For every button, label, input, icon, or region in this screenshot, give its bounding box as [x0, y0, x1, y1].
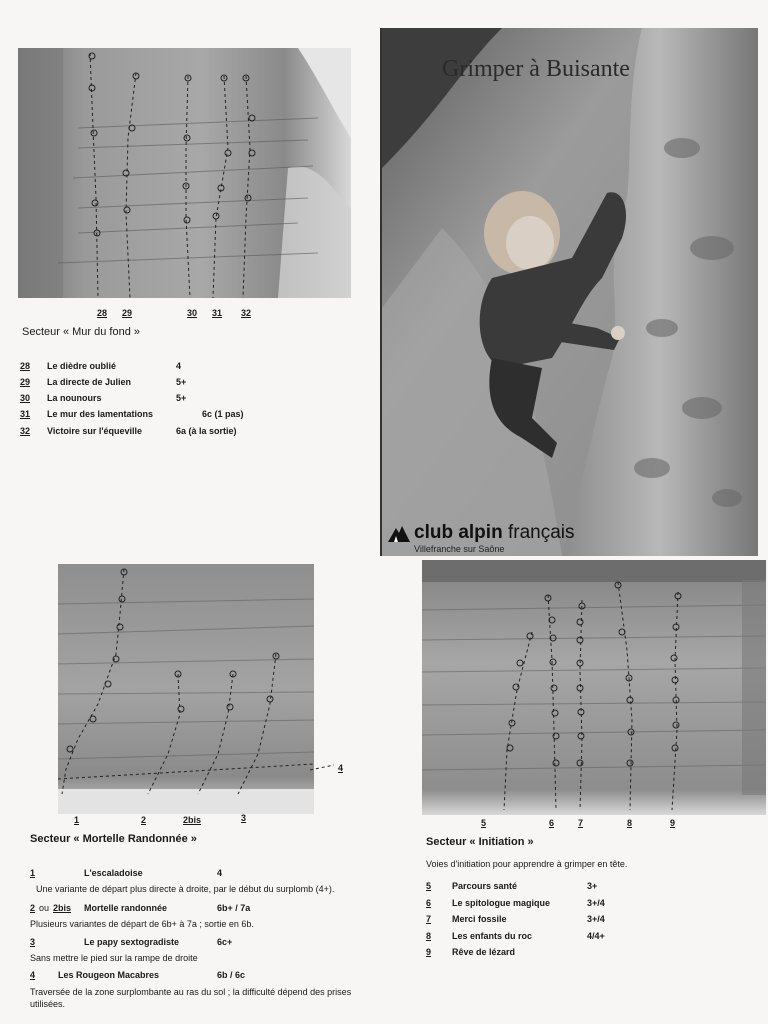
mountain-logo-icon [388, 524, 410, 542]
route-number: 30 [20, 393, 31, 403]
mur-du-fond-photo [18, 48, 351, 298]
logo-brand-light: français [507, 522, 575, 543]
route-grade: 5+ [176, 377, 187, 387]
photo-label: 9 [670, 818, 676, 828]
photo-label: 2 [141, 815, 147, 825]
route-name: La directe de Julien [47, 377, 132, 387]
route-grade: 3+/4 [587, 914, 605, 924]
route-name: Les Rougeon Macabres [58, 970, 160, 980]
route-4-extension-line [310, 764, 334, 772]
photo-label: 2bis [183, 815, 202, 825]
route-name: Le dièdre oublié [47, 361, 117, 371]
route-number: 6 [426, 898, 432, 908]
mur-du-fond-title: Secteur « Mur du fond » [22, 326, 141, 338]
route-name: Merci fossile [452, 914, 507, 924]
cover-title: Grimper à Buisante [442, 56, 630, 82]
route-number: 5 [426, 881, 432, 891]
photo-label: 8 [627, 818, 633, 828]
route-number: 4 [30, 970, 36, 980]
route-number: 8 [426, 931, 432, 941]
photo-label: 31 [212, 308, 223, 318]
route-grade: 6a (à la sortie) [176, 426, 237, 436]
photo-label: 28 [97, 308, 108, 318]
photo-label: 29 [122, 308, 133, 318]
route-grade: 3+/4 [587, 898, 605, 908]
initiation-intro: Voies d'initiation pour apprendre à grimper en tête. [426, 859, 628, 869]
route-grade: 6c+ [217, 937, 233, 947]
route-grade: 4 [217, 868, 223, 878]
route-name: La nounours [47, 393, 102, 403]
route-number: 7 [426, 914, 432, 924]
route-grade: 4 [176, 361, 182, 371]
photo-label: 30 [187, 308, 198, 318]
route-number: 32 [20, 426, 31, 436]
club-alpin-logo [388, 522, 598, 556]
initiation-photo [422, 560, 766, 815]
route-name: Mortelle randonnée [84, 903, 168, 913]
route-description: Traversée de la zone surplombante au ras du sol ; la difficulté dépend des prises utilisées. [30, 987, 352, 1009]
route-description: Sans mettre le pied sur la rampe de droite [30, 953, 198, 963]
route-grade: 3+ [587, 881, 598, 891]
route-name: L'escaladoise [84, 868, 143, 878]
photo-label: 4 [338, 763, 344, 773]
photo-label: 7 [578, 818, 584, 828]
route-number-variant: 2bis [53, 903, 72, 913]
route-description: Une variante de départ plus directe à droite, par le début du surplomb (4+). [36, 884, 335, 894]
route-grade: 6b / 6c [217, 970, 246, 980]
route-number: 31 [20, 409, 31, 419]
mortelle-photo [58, 564, 314, 814]
route-name: Le mur des lamentations [47, 409, 154, 419]
route-name: Le spitologue magique [452, 898, 551, 908]
route-grade: 6b+ / 7a [217, 903, 251, 913]
photo-label: 6 [549, 818, 555, 828]
route-number: 2 [30, 903, 36, 913]
initiation-title: Secteur « Initiation » [426, 836, 534, 848]
route-number: 28 [20, 361, 31, 371]
route-grade: 6c (1 pas) [202, 409, 244, 419]
photo-label: 32 [241, 308, 252, 318]
photo-label: 5 [481, 818, 487, 828]
photo-label: 1 [74, 815, 80, 825]
route-name: Les enfants du roc [452, 931, 533, 941]
route-joiner: ou [39, 903, 50, 913]
route-name: Parcours santé [452, 881, 518, 891]
route-name: Rêve de lézard [452, 947, 516, 957]
route-number: 3 [30, 937, 36, 947]
mortelle-title: Secteur « Mortelle Randonnée » [30, 833, 197, 845]
logo-city: Villefranche sur Saône [414, 544, 505, 554]
route-number: 29 [20, 377, 31, 387]
route-number: 1 [30, 868, 36, 878]
photo-label: 3 [241, 813, 247, 823]
logo-brand [414, 522, 575, 544]
route-name: Le papy sextogradiste [84, 937, 180, 947]
route-number: 9 [426, 947, 432, 957]
route-name: Victoire sur l'équeville [47, 426, 143, 436]
logo-brand-bold: club alpin [414, 522, 503, 543]
cover-photo [380, 28, 758, 556]
route-grade: 5+ [176, 393, 187, 403]
route-description: Plusieurs variantes de départ de 6b+ à 7a ; sortie en 6b. [30, 919, 254, 929]
route-grade: 4/4+ [587, 931, 605, 941]
